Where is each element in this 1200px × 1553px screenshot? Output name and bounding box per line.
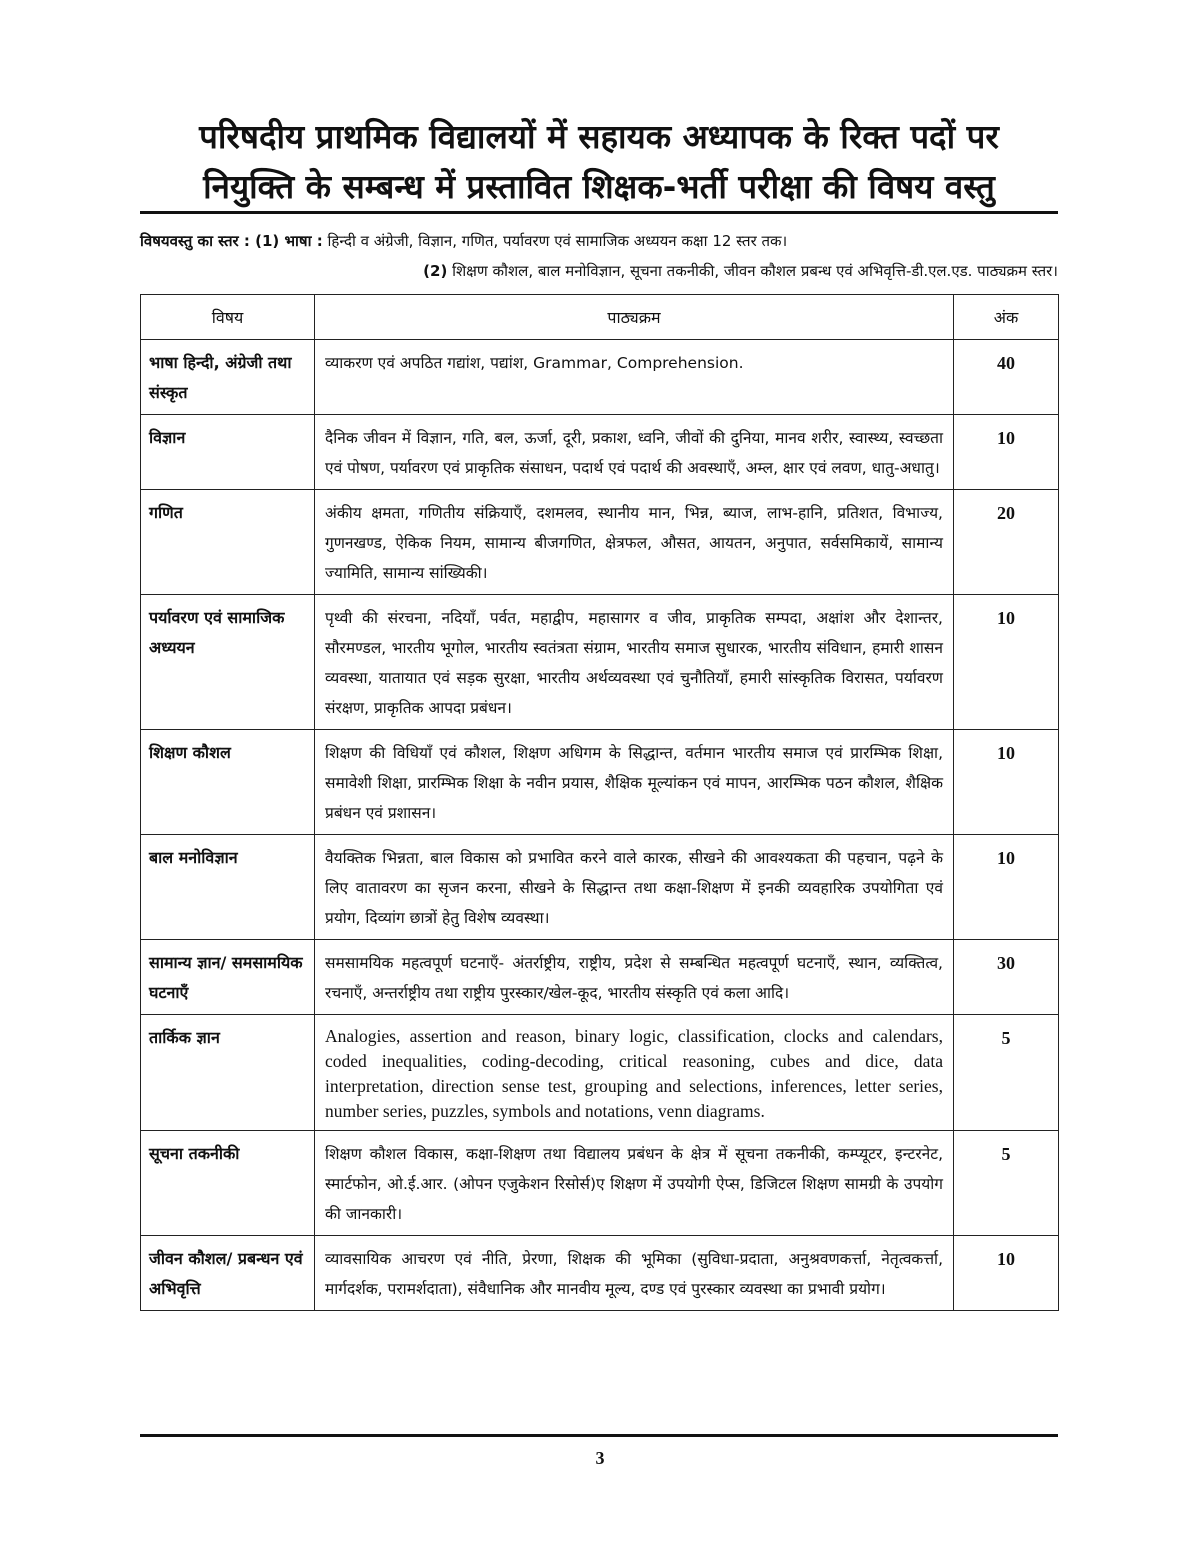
marks-cell: 10: [954, 835, 1059, 940]
marks-cell: 10: [954, 415, 1059, 490]
marks-cell: 40: [954, 340, 1059, 415]
syllabus-cell: शिक्षण की विधियाँ एवं कौशल, शिक्षण अधिगम के सिद्धान्त, वर्तमान भारतीय समाज एवं प्रारम्भिक शिक्षा, समावेशी शिक्षा, प्रारम्भिक शिक्षा के नवीन प्रयास, शैक्षिक मूल्यांकन एवं मापन, आरम्भिक पठन कौशल, शैक्षिक प्रबंधन एवं प्रशासन।: [315, 730, 954, 835]
marks-cell: 10: [954, 1236, 1059, 1311]
bottom-divider: [140, 1434, 1058, 1437]
scope-line-2-text: शिक्षण कौशल, बाल मनोविज्ञान, सूचना तकनीकी, जीवन कौशल प्रबन्ध एवं अभिवृत्ति-डी.एल.एड. पाठ्यक्रम स्तर।: [452, 262, 1058, 280]
syllabus-cell: वैयक्तिक भिन्नता, बाल विकास को प्रभावित करने वाले कारक, सीखने की आवश्यकता की पहचान, पढ़ने के लिए वातावरण का सृजन करना, सीखने के सिद्धान्त तथा कक्षा-शिक्षण में इनकी व्यवहारिक उपयोगिता एवं प्रयोग, दिव्यांग छात्रों हेतु विशेष व्यवस्था।: [315, 835, 954, 940]
table-row: [141, 415, 1059, 490]
header-subject: विषय: [141, 295, 315, 340]
table-row: [141, 1236, 1059, 1311]
marks-cell: 5: [954, 1015, 1059, 1131]
marks-cell: 20: [954, 490, 1059, 595]
syllabus-cell: अंकीय क्षमता, गणितीय संक्रियाएँ, दशमलव, स्थानीय मान, भिन्न, ब्याज, लाभ-हानि, प्रतिशत, विभाज्य, गुणनखण्ड, ऐकिक नियम, सामान्य बीजगणित, क्षेत्रफल, औसत, आयतन, अनुपात, सर्वसमिकायें, सामान्य ज्यामिति, सामान्य सांख्यिकी।: [315, 490, 954, 595]
syllabus-cell: पृथ्वी की संरचना, नदियाँ, पर्वत, महाद्वीप, महासागर व जीव, प्राकृतिक सम्पदा, अक्षांश और देशान्तर, सौरमण्डल, भारतीय भूगोल, भारतीय स्वतंत्रता संग्राम, भारतीय समाज सुधारक, भारतीय संविधान, हमारी शासन व्यवस्था, यातायात एवं सड़क सुरक्षा, भारतीय अर्थव्यवस्था एवं चुनौतियाँ, हमारी सांस्कृतिक विरासत, पर्यावरण संरक्षण, प्राकृतिक आपदा प्रबंधन।: [315, 595, 954, 730]
content-scope: [140, 226, 1058, 286]
subject-cell: तार्किक ज्ञान: [141, 1015, 315, 1131]
scope-line-2-number: (2): [423, 262, 448, 280]
page-title: [140, 112, 1058, 212]
subject-cell: बाल मनोविज्ञान: [141, 835, 315, 940]
subject-cell: सूचना तकनीकी: [141, 1131, 315, 1236]
title-line-1: परिषदीय प्राथमिक विद्यालयों में सहायक अध्यापक के रिक्त पदों पर: [199, 117, 999, 156]
header-marks: अंक: [954, 295, 1059, 340]
table-row: [141, 595, 1059, 730]
subject-cell: भाषा हिन्दी, अंग्रेजी तथा संस्कृत: [141, 340, 315, 415]
scope-line-1: [140, 226, 1058, 256]
subject-cell: जीवन कौशल/ प्रबन्धन एवं अभिवृत्ति: [141, 1236, 315, 1311]
scope-line-1-text: हिन्दी व अंग्रेजी, विज्ञान, गणित, पर्यावरण एवं सामाजिक अध्ययन कक्षा 12 स्तर तक।: [327, 232, 788, 250]
page-number: 3: [595, 1448, 605, 1468]
table-header-row: [141, 295, 1059, 340]
subject-cell: पर्यावरण एवं सामाजिक अध्ययन: [141, 595, 315, 730]
table-row: [141, 1015, 1059, 1131]
table-row: [141, 1131, 1059, 1236]
table-row: [141, 490, 1059, 595]
top-divider: [140, 211, 1058, 214]
marks-cell: 5: [954, 1131, 1059, 1236]
syllabus-cell: दैनिक जीवन में विज्ञान, गति, बल, ऊर्जा, दूरी, प्रकाश, ध्वनि, जीवों की दुनिया, मानव शरीर, स्वास्थ्य, स्वच्छता एवं पोषण, पर्यावरण एवं प्राकृतिक संसाधन, पदार्थ एवं पदार्थ की अवस्थाएँ, अम्ल, क्षार एवं लवण, धातु-अधातु।: [315, 415, 954, 490]
subject-cell: सामान्य ज्ञान/ समसामयिक घटनाएँ: [141, 940, 315, 1015]
subject-cell: गणित: [141, 490, 315, 595]
table-row: [141, 835, 1059, 940]
title-line-2: नियुक्ति के सम्बन्ध में प्रस्तावित शिक्षक-भर्ती परीक्षा की विषय वस्तु: [203, 167, 995, 206]
table-row: [141, 340, 1059, 415]
table-row: [141, 730, 1059, 835]
table-row: [141, 940, 1059, 1015]
syllabus-cell: शिक्षण कौशल विकास, कक्षा-शिक्षण तथा विद्यालय प्रबंधन के क्षेत्र में सूचना तकनीकी, कम्प्यूटर, इन्टरनेट, स्मार्टफोन, ओ.ई.आर. (ओपन एजुकेशन रिसोर्स)ए शिक्षण में उपयोगी ऐप्स, डिजिटल शिक्षण सामग्री के उपयोग की जानकारी।: [315, 1131, 954, 1236]
header-syllabus: पाठ्यक्रम: [315, 295, 954, 340]
subject-cell: शिक्षण कौशल: [141, 730, 315, 835]
syllabus-cell: Analogies, assertion and reason, binary logic, classification, clocks and calendars, coded inequalities, coding-decoding, critical reasoning, cubes and dice, data interpretation, direction sense test, grouping and selections, inferences, letter series, number series, puzzles, symbols and notations, venn diagrams.: [315, 1015, 954, 1131]
marks-cell: 10: [954, 730, 1059, 835]
syllabus-cell: व्यावसायिक आचरण एवं नीति, प्रेरणा, शिक्षक की भूमिका (सुविधा-प्रदाता, अनुश्रवणकर्त्ता, नेतृत्वकर्त्ता, मार्गदर्शक, परामर्शदाता), संवैधानिक और मानवीय मूल्य, दण्ड एवं पुरस्कार व्यवस्था का प्रभावी प्रयोग।: [315, 1236, 954, 1311]
scope-line-2: [140, 256, 1058, 286]
scope-label: विषयवस्तु का स्तर : (1) भाषा :: [140, 232, 323, 250]
marks-cell: 10: [954, 595, 1059, 730]
syllabus-cell: समसामयिक महत्वपूर्ण घटनाएँ- अंतर्राष्ट्रीय, राष्ट्रीय, प्रदेश से सम्बन्धित महत्वपूर्ण घटनाएँ, स्थान, व्यक्तित्व, रचनाएँ, अन्तर्राष्ट्रीय तथा राष्ट्रीय पुरस्कार/खेल-कूद, भारतीय संस्कृति एवं कला आदि।: [315, 940, 954, 1015]
syllabus-table: [140, 294, 1059, 1311]
subject-cell: विज्ञान: [141, 415, 315, 490]
syllabus-cell: व्याकरण एवं अपठित गद्यांश, पद्यांश, Grammar, Comprehension.: [315, 340, 954, 415]
marks-cell: 30: [954, 940, 1059, 1015]
